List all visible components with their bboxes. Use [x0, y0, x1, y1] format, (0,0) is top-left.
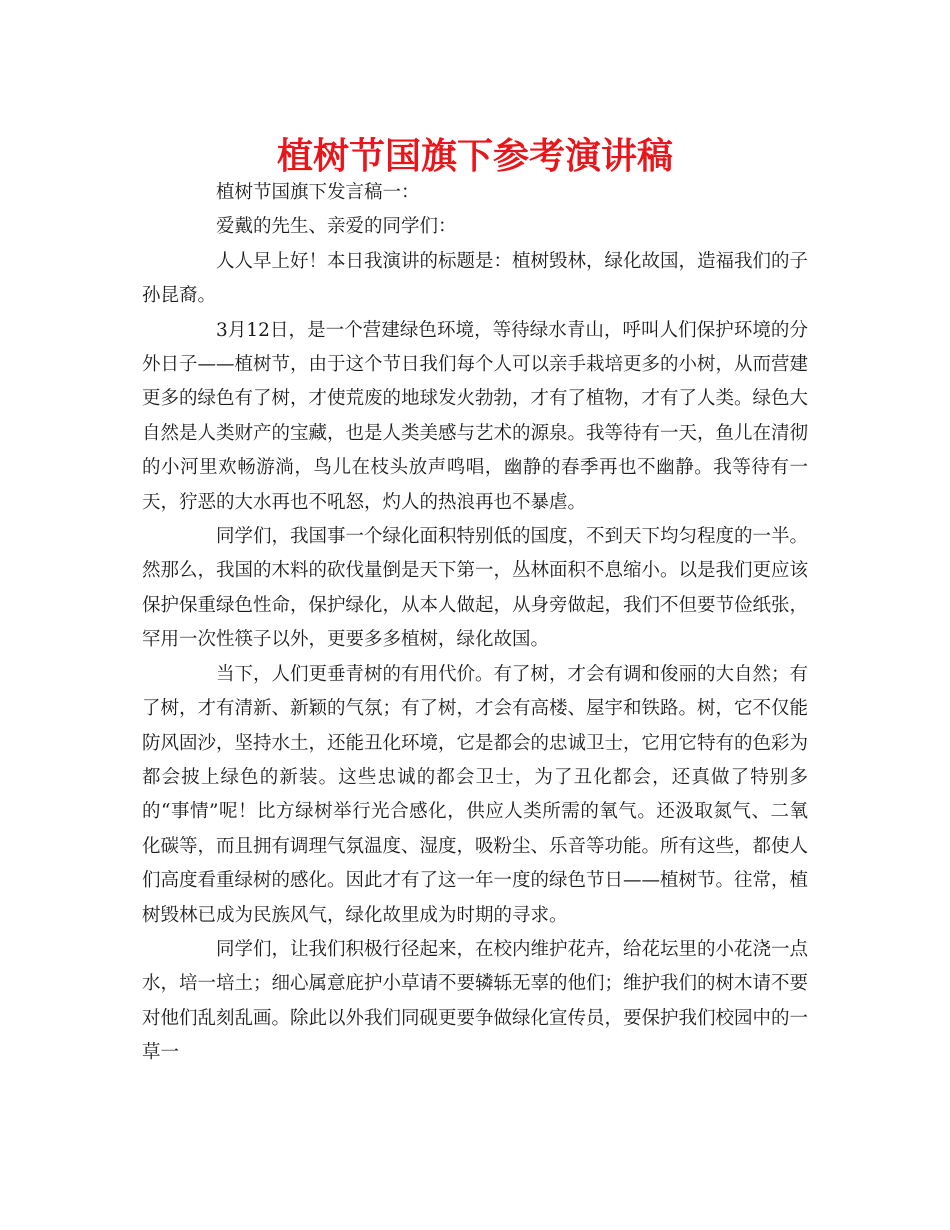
paragraph-call-to-action: 同学们，让我们积极行径起来，在校内维护花卉，给花坛里的小花浇一点水，培一培土；细心属意庇护小草请不要辚轹无辜的他们；维护我们的树木请不要对他们乱刻乱画。除此以外我们同砚更要争做绿化宣传员，要保护我们校园中的一草一	[142, 938, 809, 1064]
paragraph-tree-value: 当下，人们更垂青树的有用代价。有了树，才会有调和俊丽的大自然；有了树，才有清新、新颖的气氛；有了树，才会有高楼、屋宇和铁路。树，它不仅能防风固沙，坚持水土，还能丑化环境，它是都会的忠诚卫士，它用它特有的色彩为都会披上绿色的新装。这些忠诚的都会卫士，为了丑化都会，还真做了特别多的“事情”呢！比方绿树举行光合感化，供应人类所需的氧气。还汲取氮气、二氧化碳等，而且拥有调理气氛温度、湿度，吸粉尘、乐音等功能。所有这些，都使人们高度看重绿树的感化。因此才有了这一年一度的绿色节日——植树节。往常，植树毁林已成为民族风气，绿化故里成为时期的寻求。	[142, 663, 809, 926]
paragraph-greeting: 人人早上好！本日我演讲的标题是：植树毁林，绿化故国，造福我们的子孙昆裔。	[142, 250, 809, 307]
paragraph-salutation: 爱戴的先生、亲爱的同学们：	[216, 216, 457, 238]
document-title: 植树节国旗下参考演讲稿	[276, 136, 673, 177]
paragraph-arbor-day: 3月12日，是一个营建绿色环境，等待绿水青山，呼叫人们保护环境的分外日子——植树节，由于这个节日我们每个人可以亲手栽培更多的小树，从而营建更多的绿色有了树，才使荒废的地球发火勃勃，才有了植物，才有了人类。绿色大自然是人类财产的宝藏，也是人类美感与艺术的源泉。我等待有一天，鱼儿在清彻的小河里欢畅游淌，鸟儿在枝头放声鸣唱，幽静的春季再也不幽静。我等待有一天，狞恶的大水再也不吼怒，灼人的热浪再也不暴虐。	[142, 319, 809, 513]
paragraph-heading-speech-one: 植树节国旗下发言稿一：	[216, 182, 420, 203]
document-body	[142, 176, 808, 1071]
paragraph-forest-area: 同学们，我国事一个绿化面积特别低的国度，不到天下均匀程度的一半。然那么，我国的木料的砍伐量倒是天下第一，丛林面积不息缩小。以是我们更应该保护保重绿色性命，保护绿化，从本人做起，从身旁做起，我们不但要节俭纸张，罕用一次性筷子以外，更要多多植树，绿化故国。	[142, 526, 809, 651]
